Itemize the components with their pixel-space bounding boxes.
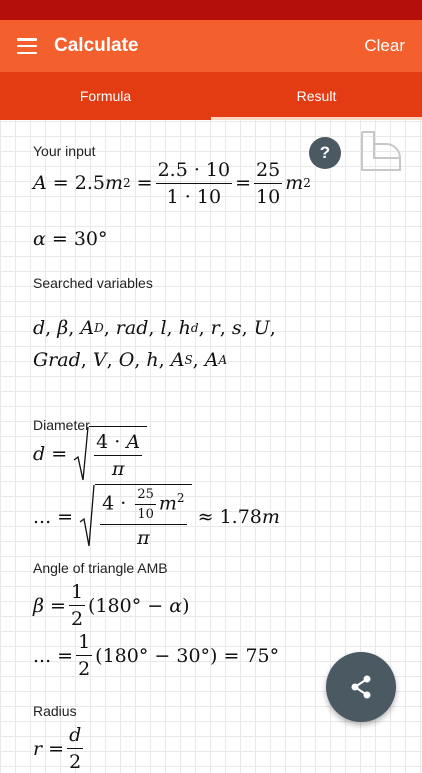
fraction-numerator: 25	[135, 487, 156, 505]
alpha-value: 30°	[176, 644, 211, 667]
tab-result[interactable]: Result	[211, 72, 422, 120]
diameter-formula: d = $\frac{4 \cdot A}{\pi}$	[33, 426, 147, 482]
square-root: $\frac{4 \cdot A}{\pi}$	[73, 426, 147, 482]
beta-formula: β = $\frac{1}{2}$ (180° − α )	[33, 581, 190, 630]
diameter-unit: m	[261, 505, 280, 528]
fraction-denominator: 1 · 10	[166, 185, 222, 208]
tab-formula[interactable]: Formula	[79, 88, 132, 104]
square-root: 4 · $\frac{25}{10}$ $m^2$ π	[79, 484, 191, 549]
diameter-label: Diameter	[33, 417, 90, 433]
diameter-calculation: ... = 4 · $\frac{25}{10}$ $m^2$ π ≈ 1.78 m	[33, 484, 280, 549]
fraction-numerator: 2.5 · 10	[156, 159, 233, 184]
app-bar	[0, 20, 422, 72]
alpha-formula: α = 30°	[33, 228, 108, 250]
area-formula: A = 2.5 m 2 = $\frac{2.5 \cdot 10}{1 \cdot 10}$ = $\frac{25}{10}$ m 2	[33, 158, 311, 208]
radius-label: Radius	[33, 703, 77, 719]
your-input-label: Your input	[33, 143, 96, 159]
angle-label: Angle of triangle AMB	[33, 560, 168, 576]
share-button[interactable]	[326, 652, 396, 722]
area-value: 2.5	[74, 172, 105, 194]
beta-result: 75°	[245, 644, 280, 667]
clear-button[interactable]: Clear	[364, 36, 405, 55]
area-fraction-2	[254, 159, 282, 208]
menu-icon[interactable]	[17, 38, 37, 54]
fraction-denominator: 10	[256, 185, 281, 208]
variables-line-1: d , β , A D , rad , l , h d , r , s , U ,	[33, 317, 276, 339]
fraction-denominator: 10	[137, 507, 154, 522]
beta-calculation: ... = $\frac{1}{2}$ (180° − 30° ) = 75°	[33, 631, 280, 680]
status-bar	[0, 0, 422, 20]
diameter-result: 1.78	[219, 505, 262, 528]
share-icon	[350, 675, 372, 699]
circle-segment-icon[interactable]	[358, 130, 404, 174]
help-icon: ?	[319, 143, 331, 162]
radius-formula: r = $\frac{d}{2}$	[33, 724, 82, 773]
help-button[interactable]	[309, 137, 341, 169]
area-fraction-1	[156, 159, 233, 208]
searched-variables-label: Searched variables	[33, 275, 153, 291]
fraction-numerator: 25	[254, 159, 282, 184]
app-title: Calculate	[54, 35, 139, 56]
alpha-value: 30°	[73, 228, 108, 250]
tab-bar	[0, 72, 422, 120]
variables-line-2: Grad , V , O , h , A S , A A	[33, 349, 228, 371]
